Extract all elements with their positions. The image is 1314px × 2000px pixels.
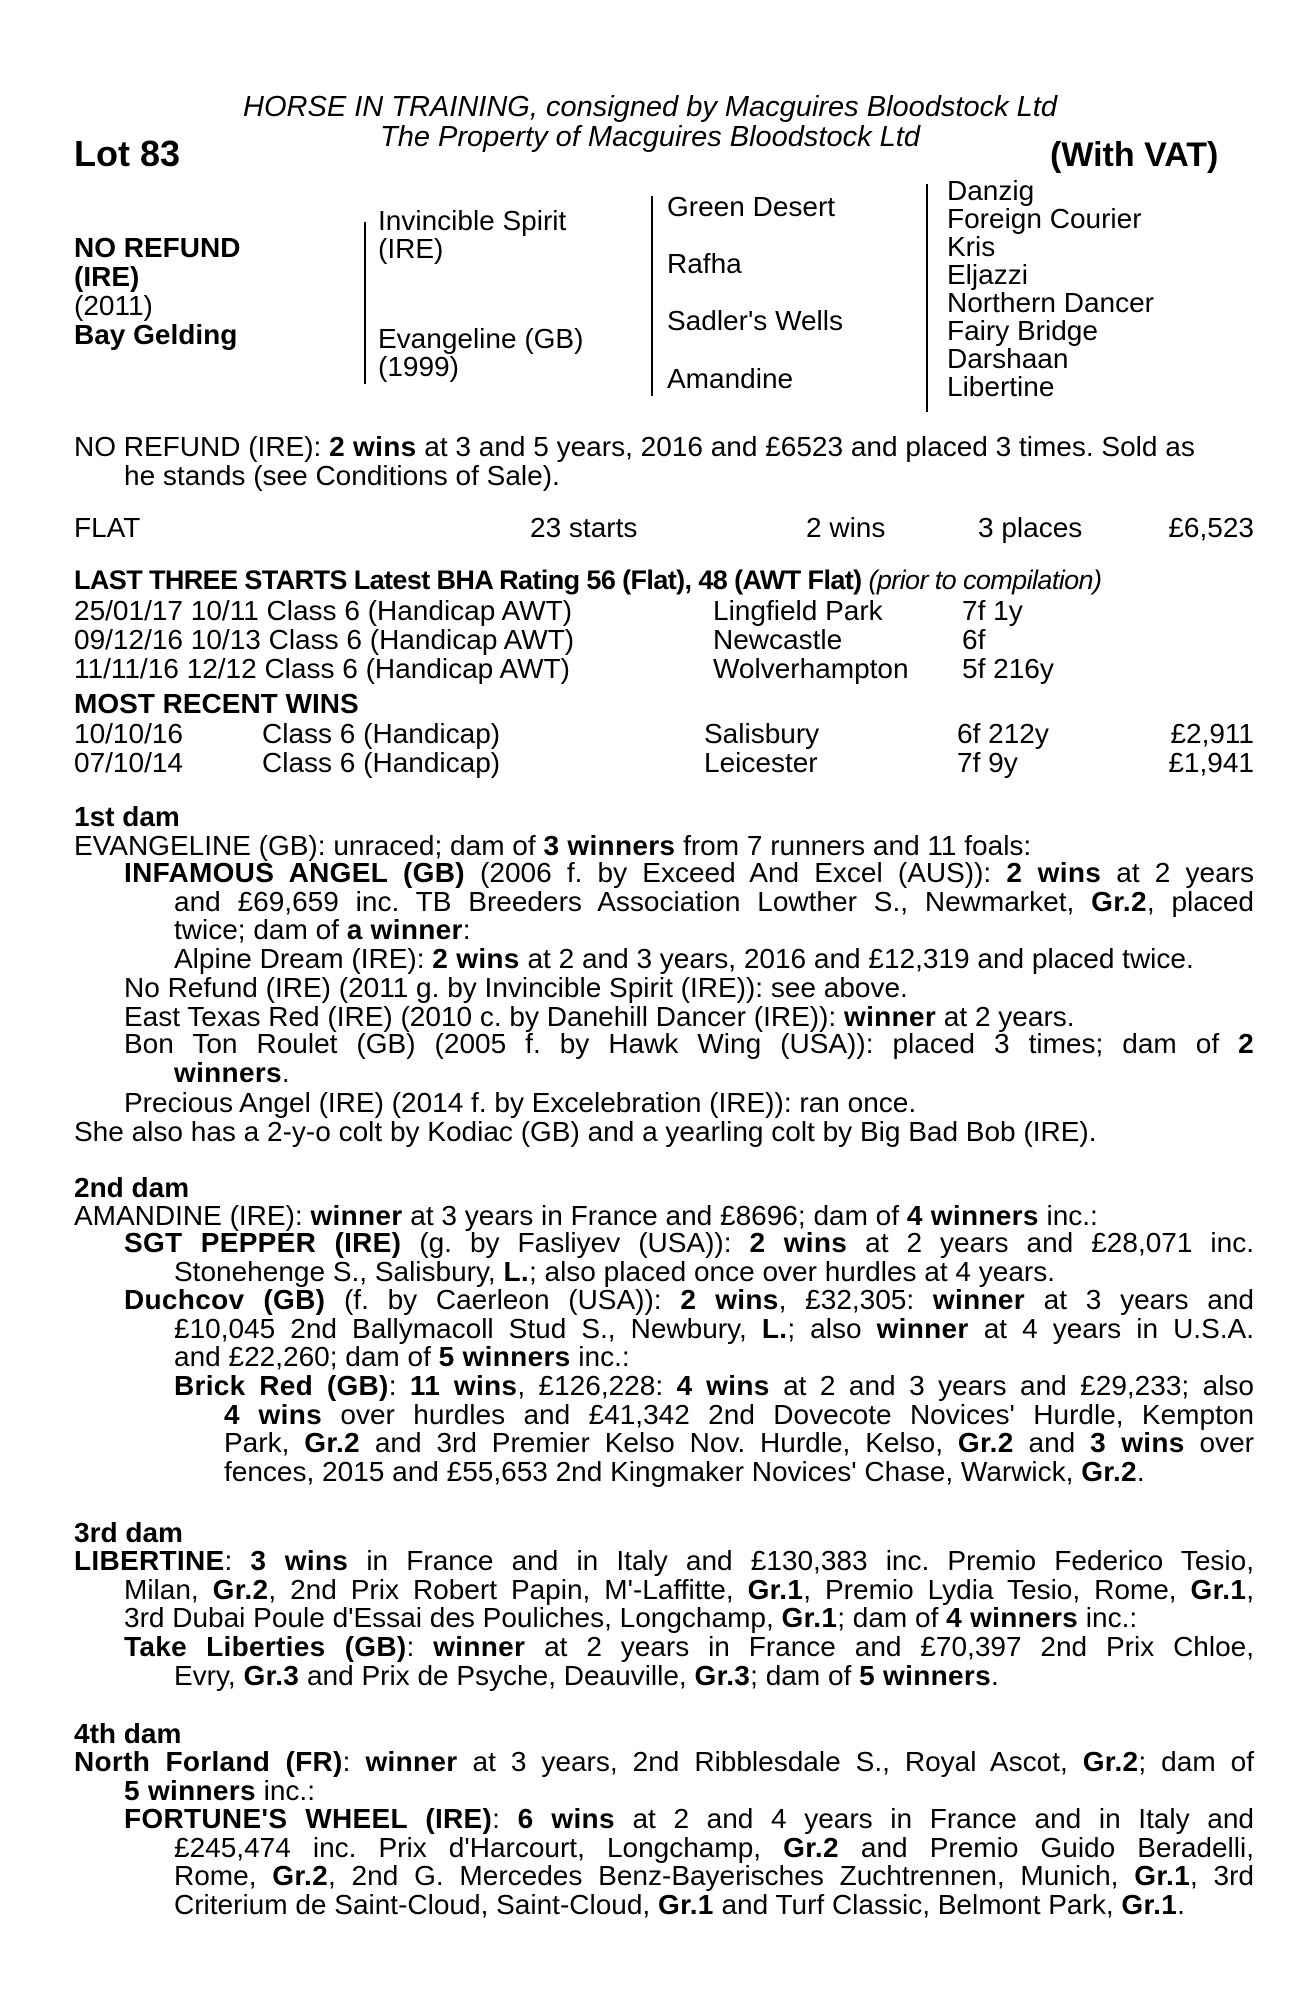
gg-2: Foreign Courier — [947, 203, 1142, 234]
horse-name: NO REFUND — [74, 232, 241, 263]
property-line: The Property of Macguires Bloodstock Ltd — [380, 121, 920, 153]
win-1-date: 10/10/16 — [74, 718, 183, 749]
sire-name: Invincible Spirit — [378, 205, 567, 236]
sire-country: (IRE) — [378, 233, 444, 264]
consignor-line: HORSE IN TRAINING, consigned by Macguires Bloodstock Ltd — [243, 91, 1057, 123]
win-2-date: 07/10/14 — [74, 747, 183, 778]
fortunes-wheel-entry: FORTUNE'S WHEEL (IRE): 6 wins at 2 and 4 years in France and in Italy and £245,474 inc. Prix d'Harcourt, Longchamp, Gr.2 and Premio Guido Beradelli, Rome, Gr.2, 2nd G. Mercedes Benz-Bayerisches Zuchtrennen, Munich, Gr.1, 3rd Criterium de Saint-Cloud, Saint-Cloud, Gr.1 and Turf Classic, Belmont Park, Gr.1. — [124, 1803, 1255, 1920]
also-has-line: She also has a 2-y-o colt by Kodiac (GB) and a yearling colt by Big Bad Bob (IRE). — [74, 1116, 1097, 1147]
dam-year: (1999) — [378, 351, 459, 382]
great-grandparents — [947, 177, 1154, 401]
gg-6: Fairy Bridge — [947, 315, 1098, 346]
grandparent-2: Rafha — [667, 248, 742, 279]
grandparent-1: Green Desert — [667, 191, 836, 222]
gg-3: Kris — [947, 231, 996, 262]
last-start-3-course: Wolverhampton — [713, 653, 909, 684]
pedigree-divider-1 — [364, 222, 366, 384]
record-wins: 2 wins — [806, 512, 886, 543]
record-earnings: £6,523 — [1168, 512, 1254, 543]
sgt-pepper-entry: SGT PEPPER (IRE) (g. by Fasliyev (USA)): 2 wins at 2 years and £28,071 inc. Stonehenge S., Salisbury, L.; also placed once over hurdles at 4 years. — [124, 1227, 1255, 1287]
third-dam-heading: 3rd dam — [74, 1517, 183, 1548]
east-texas-red-entry: East Texas Red (IRE) (2010 c. by Danehill Dancer (IRE)): winner at 2 years. — [124, 1001, 1075, 1032]
last-start-2-race: 09/12/16 10/13 Class 6 (Handicap AWT) — [74, 624, 575, 655]
horse-year: (2011) — [74, 290, 153, 321]
brick-red-entry: Brick Red (GB): 11 wins, £126,228: 4 wins at 2 and 3 years and £29,233; also 4 wins over hurdles and £41,342 2nd Dovecote Novices' Hurdle, Kempton Park, Gr.2 and 3rd Premier Kelso Nov. Hurdle, Kelso, Gr.2 and 3 wins over fences, 2015 and £55,653 2nd Kingmaker Novices' Chase, Warwick, Gr.2. — [174, 1370, 1255, 1487]
win-1-race: Class 6 (Handicap) — [262, 718, 501, 749]
last-start-1-race: 25/01/17 10/11 Class 6 (Handicap AWT) — [74, 595, 573, 626]
win-1-course: Salisbury — [704, 718, 820, 749]
bon-ton-roulet-entry: Bon Ton Roulet (GB) (2005 f. by Hawk Wing (USA)): placed 3 times; dam of 2 winners. — [124, 1028, 1254, 1088]
dam-name: Evangeline (GB) — [378, 323, 584, 354]
duchcov-entry: Duchcov (GB) (f. by Caerleon (USA)): 2 wins, £32,305: winner at 3 years and £10,045 2nd Ballymacoll Stud S., Newbury, L.; also winner at 4 years in U.S.A. and £22,260; dam of 5 winners inc.: — [124, 1284, 1254, 1372]
grandparent-4: Amandine — [667, 363, 794, 394]
second-dam-line: AMANDINE (IRE): winner at 3 years in France and £8696; dam of 4 winners inc.: — [74, 1200, 1098, 1231]
recent-wins-heading: MOST RECENT WINS — [74, 688, 359, 719]
first-dam-line: EVANGELINE (GB): unraced; dam of 3 winners from 7 runners and 11 foals: — [74, 830, 1032, 861]
last-start-1-dist: 7f 1y — [962, 595, 1023, 626]
gg-5: Northern Dancer — [947, 287, 1154, 318]
race-summary: NO REFUND (IRE): 2 wins at 3 and 5 years, 2016 and £6523 and placed 3 times. Sold as he stands (see Conditions of Sale). — [74, 431, 1195, 491]
infamous-angel-entry: INFAMOUS ANGEL (GB) (2006 f. by Exceed And Excel (AUS)): 2 wins at 2 years and £69,659 inc. TB Breeders Association Lowther S., Newmarket, Gr.2, placed twice; dam of a winner: Alpine Dream (IRE): 2 wins at 2 and 3 years, 2016 and £12,319 and placed twice. — [124, 857, 1254, 974]
last-start-3-dist: 5f 216y — [962, 653, 1054, 684]
record-places: 3 places — [978, 512, 1083, 543]
last-three-heading: LAST THREE STARTS Latest BHA Rating 56 (Flat), 48 (AWT Flat) (prior to compilation) — [74, 565, 1102, 595]
first-dam-heading: 1st dam — [74, 801, 180, 832]
win-2-prize: £1,941 — [1168, 747, 1254, 778]
fourth-dam-heading: 4th dam — [74, 1718, 182, 1749]
win-2-course: Leicester — [704, 747, 818, 778]
pedigree-dam — [378, 325, 583, 381]
horse-country: (IRE) — [74, 261, 140, 292]
no-refund-entry: No Refund (IRE) (2011 g. by Invincible Spirit (IRE)): see above. — [124, 972, 908, 1003]
lot-number: Lot 83 — [74, 133, 181, 174]
grandparent-3: Sadler's Wells — [667, 305, 843, 336]
win-2-dist: 7f 9y — [957, 747, 1018, 778]
gg-4: Eljazzi — [947, 259, 1028, 290]
last-start-2-dist: 6f — [962, 624, 986, 655]
gg-1: Danzig — [947, 175, 1035, 206]
horse-sex: Bay Gelding — [74, 319, 238, 350]
win-2-race: Class 6 (Handicap) — [262, 747, 501, 778]
north-forland-entry: North Forland (FR): winner at 3 years, 2nd Ribblesdale S., Royal Ascot, Gr.2; dam of 5 winners inc.: — [74, 1746, 1254, 1806]
win-1-dist: 6f 212y — [957, 718, 1049, 749]
win-1-prize: £2,911 — [1170, 718, 1254, 749]
precious-angel-entry: Precious Angel (IRE) (2014 f. by Excelebration (IRE)): ran once. — [124, 1087, 917, 1118]
horse-identity — [74, 233, 240, 349]
last-start-1-course: Lingfield Park — [713, 595, 883, 626]
gg-7: Darshaan — [947, 343, 1069, 374]
second-dam-heading: 2nd dam — [74, 1172, 190, 1203]
pedigree-divider-2 — [651, 196, 653, 396]
vat-label: (With VAT) — [1050, 136, 1219, 174]
last-start-2-course: Newcastle — [713, 624, 843, 655]
record-type: FLAT — [74, 512, 141, 543]
last-start-3-race: 11/11/16 12/12 Class 6 (Handicap AWT) — [74, 653, 570, 684]
pedigree-sire — [378, 207, 566, 263]
take-liberties-entry: Take Liberties (GB): winner at 2 years in France and £70,397 2nd Prix Chloe, Evry, Gr.3 and Prix de Psyche, Deauville, Gr.3; dam of 5 winners. — [124, 1631, 1255, 1691]
gg-8: Libertine — [947, 371, 1055, 402]
pedigree-divider-3 — [926, 184, 928, 412]
libertine-entry: LIBERTINE: 3 wins in France and in Italy and £130,383 inc. Premio Federico Tesio, Milan, Gr.2, 2nd Prix Robert Papin, M'-Laffitte, Gr.1, Premio Lydia Tesio, Rome, Gr.1, 3rd Dubai Poule d'Essai des Pouliches, Longchamp, Gr.1; dam of 4 winners inc.: — [74, 1545, 1255, 1633]
record-starts: 23 starts — [530, 512, 638, 543]
